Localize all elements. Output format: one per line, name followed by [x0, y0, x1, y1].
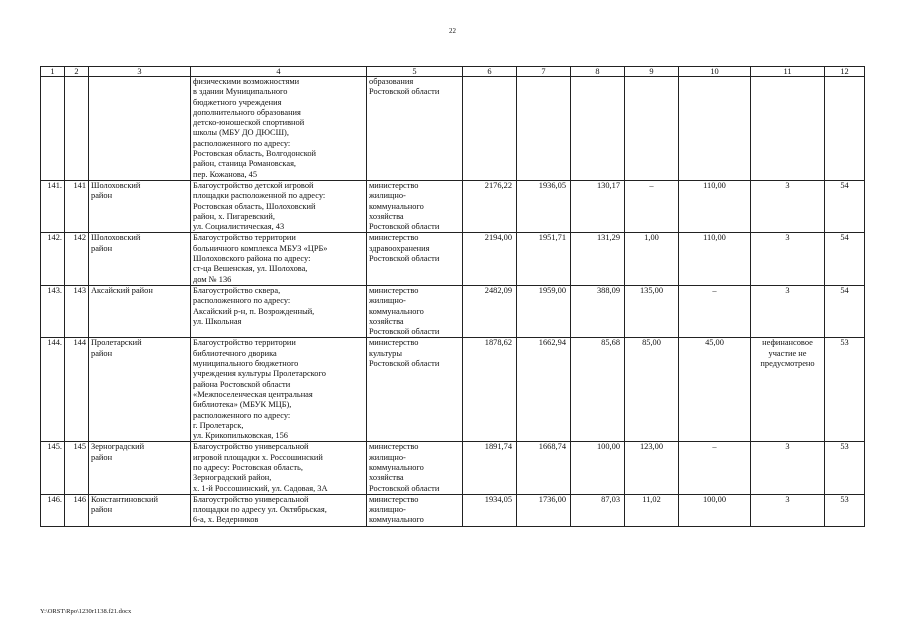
score-cell: 53 [825, 494, 865, 526]
column-10-cell: 110,00 [679, 180, 751, 232]
participation-cell: 3 [751, 442, 825, 494]
column-10-cell: 110,00 [679, 233, 751, 285]
responsible-ministry-cell: министерство жилищно- коммунального [367, 494, 463, 526]
responsible-ministry-cell: министерство жилищно- коммунального хозяйства Ростовской области [367, 180, 463, 232]
column-10-cell: – [679, 285, 751, 337]
table-row [41, 233, 865, 285]
local-budget-cell: 87,03 [571, 494, 625, 526]
budget-table [40, 66, 865, 527]
total-amount-cell: 1878,62 [463, 338, 517, 442]
row-index-cell: 141. [41, 180, 65, 232]
regional-budget-cell: 1936,05 [517, 180, 571, 232]
row-number-cell: 141 [65, 180, 89, 232]
participation-cell: 3 [751, 494, 825, 526]
column-10-cell [679, 77, 751, 181]
local-budget-cell: 131,29 [571, 233, 625, 285]
row-number-cell [65, 77, 89, 181]
column-header: 7 [517, 67, 571, 77]
extra-funding-cell [625, 77, 679, 181]
footer-file-path: Y:\ORST\Rpo\1230r1138.f21.docx [40, 608, 132, 615]
table-row [41, 77, 865, 181]
extra-funding-cell: 11,02 [625, 494, 679, 526]
column-header: 11 [751, 67, 825, 77]
page-number: 22 [449, 27, 456, 35]
extra-funding-cell: – [625, 180, 679, 232]
district-cell: Зерноградский район [89, 442, 191, 494]
row-number-cell: 146 [65, 494, 89, 526]
column-header: 9 [625, 67, 679, 77]
column-header: 12 [825, 67, 865, 77]
regional-budget-cell: 1959,00 [517, 285, 571, 337]
participation-cell: 3 [751, 285, 825, 337]
regional-budget-cell: 1668,74 [517, 442, 571, 494]
row-number-cell: 142 [65, 233, 89, 285]
row-index-cell: 145. [41, 442, 65, 494]
participation-cell [751, 77, 825, 181]
district-cell: Шолоховский район [89, 180, 191, 232]
local-budget-cell: 100,00 [571, 442, 625, 494]
score-cell: 53 [825, 442, 865, 494]
total-amount-cell: 2194,00 [463, 233, 517, 285]
extra-funding-cell: 85,00 [625, 338, 679, 442]
total-amount-cell: 2482,09 [463, 285, 517, 337]
extra-funding-cell: 123,00 [625, 442, 679, 494]
project-description-cell: Благоустройство универсальной площадки по адресу ул. Октябрьская, 6-а, х. Ведерников [191, 494, 367, 526]
district-cell: Шолоховский район [89, 233, 191, 285]
column-header: 8 [571, 67, 625, 77]
row-index-cell: 146. [41, 494, 65, 526]
row-index-cell: 143. [41, 285, 65, 337]
table-row [41, 494, 865, 526]
table-row [41, 180, 865, 232]
row-index-cell: 142. [41, 233, 65, 285]
table-row [41, 285, 865, 337]
extra-funding-cell: 135,00 [625, 285, 679, 337]
header-row [41, 67, 865, 77]
score-cell: 54 [825, 233, 865, 285]
table-body [41, 77, 865, 527]
regional-budget-cell: 1662,94 [517, 338, 571, 442]
column-10-cell: 45,00 [679, 338, 751, 442]
score-cell: 53 [825, 338, 865, 442]
score-cell: 54 [825, 180, 865, 232]
column-header: 3 [89, 67, 191, 77]
total-amount-cell: 1891,74 [463, 442, 517, 494]
row-number-cell: 144 [65, 338, 89, 442]
column-10-cell: – [679, 442, 751, 494]
row-index-cell [41, 77, 65, 181]
table-row [41, 338, 865, 442]
responsible-ministry-cell: министерство культуры Ростовской области [367, 338, 463, 442]
total-amount-cell [463, 77, 517, 181]
local-budget-cell [571, 77, 625, 181]
responsible-ministry-cell: министерство жилищно- коммунального хозяйства Ростовской области [367, 442, 463, 494]
responsible-ministry-cell: образования Ростовской области [367, 77, 463, 181]
column-10-cell: 100,00 [679, 494, 751, 526]
column-header: 6 [463, 67, 517, 77]
score-cell [825, 77, 865, 181]
score-cell: 54 [825, 285, 865, 337]
column-header: 10 [679, 67, 751, 77]
project-description-cell: Благоустройство детской игровой площадки расположенной по адресу: Ростовская область, Шолоховский район, х. Пигаревский, ул. Социалистическая, 43 [191, 180, 367, 232]
district-cell [89, 77, 191, 181]
project-description-cell: Благоустройство территории больничного комплекса МБУЗ «ЦРБ» Шолоховского района по адресу: ст-ца Вешенская, ул. Шолохова, дом № 136 [191, 233, 367, 285]
regional-budget-cell: 1951,71 [517, 233, 571, 285]
column-header: 2 [65, 67, 89, 77]
extra-funding-cell: 1,00 [625, 233, 679, 285]
row-number-cell: 143 [65, 285, 89, 337]
participation-cell: нефинансовое участие не предусмотрено [751, 338, 825, 442]
responsible-ministry-cell: министерство здравоохранения Ростовской области [367, 233, 463, 285]
project-description-cell: физическими возможностями в здании Муниципального бюджетного учреждения дополнительного образования детско-юношеской спортивной школы (МБУ ДО ДЮСШ), расположенного по адресу: Ростовская область, Волгодонской район, станица Романовская, пер. Кожанова, 45 [191, 77, 367, 181]
local-budget-cell: 85,68 [571, 338, 625, 442]
project-description-cell: Благоустройство универсальной игровой площадки х. Россошинский по адресу: Ростовская область, Зерноградский район, х. 1-й Россошинский, ул. Садовая, 3А [191, 442, 367, 494]
participation-cell: 3 [751, 180, 825, 232]
column-header: 4 [191, 67, 367, 77]
project-description-cell: Благоустройство сквера, расположенного по адресу: Аксайский р-н, п. Возрожденный, ул. Школьная [191, 285, 367, 337]
project-description-cell: Благоустройство территории библиотечного дворика муниципального бюджетного учреждения культуры Пролетарского района Ростовской области «Межпоселенческая центральная библиотека» (МБУК МЦБ), расположенного по адресу: г. Пролетарск, ул. Крикопильковская, 156 [191, 338, 367, 442]
local-budget-cell: 130,17 [571, 180, 625, 232]
district-cell: Пролетарский район [89, 338, 191, 442]
participation-cell: 3 [751, 233, 825, 285]
regional-budget-cell [517, 77, 571, 181]
responsible-ministry-cell: министерство жилищно- коммунального хозяйства Ростовской области [367, 285, 463, 337]
table-row [41, 442, 865, 494]
column-header: 5 [367, 67, 463, 77]
district-cell: Аксайский район [89, 285, 191, 337]
total-amount-cell: 1934,05 [463, 494, 517, 526]
local-budget-cell: 388,09 [571, 285, 625, 337]
row-number-cell: 145 [65, 442, 89, 494]
total-amount-cell: 2176,22 [463, 180, 517, 232]
regional-budget-cell: 1736,00 [517, 494, 571, 526]
column-header: 1 [41, 67, 65, 77]
district-cell: Константиновский район [89, 494, 191, 526]
row-index-cell: 144. [41, 338, 65, 442]
